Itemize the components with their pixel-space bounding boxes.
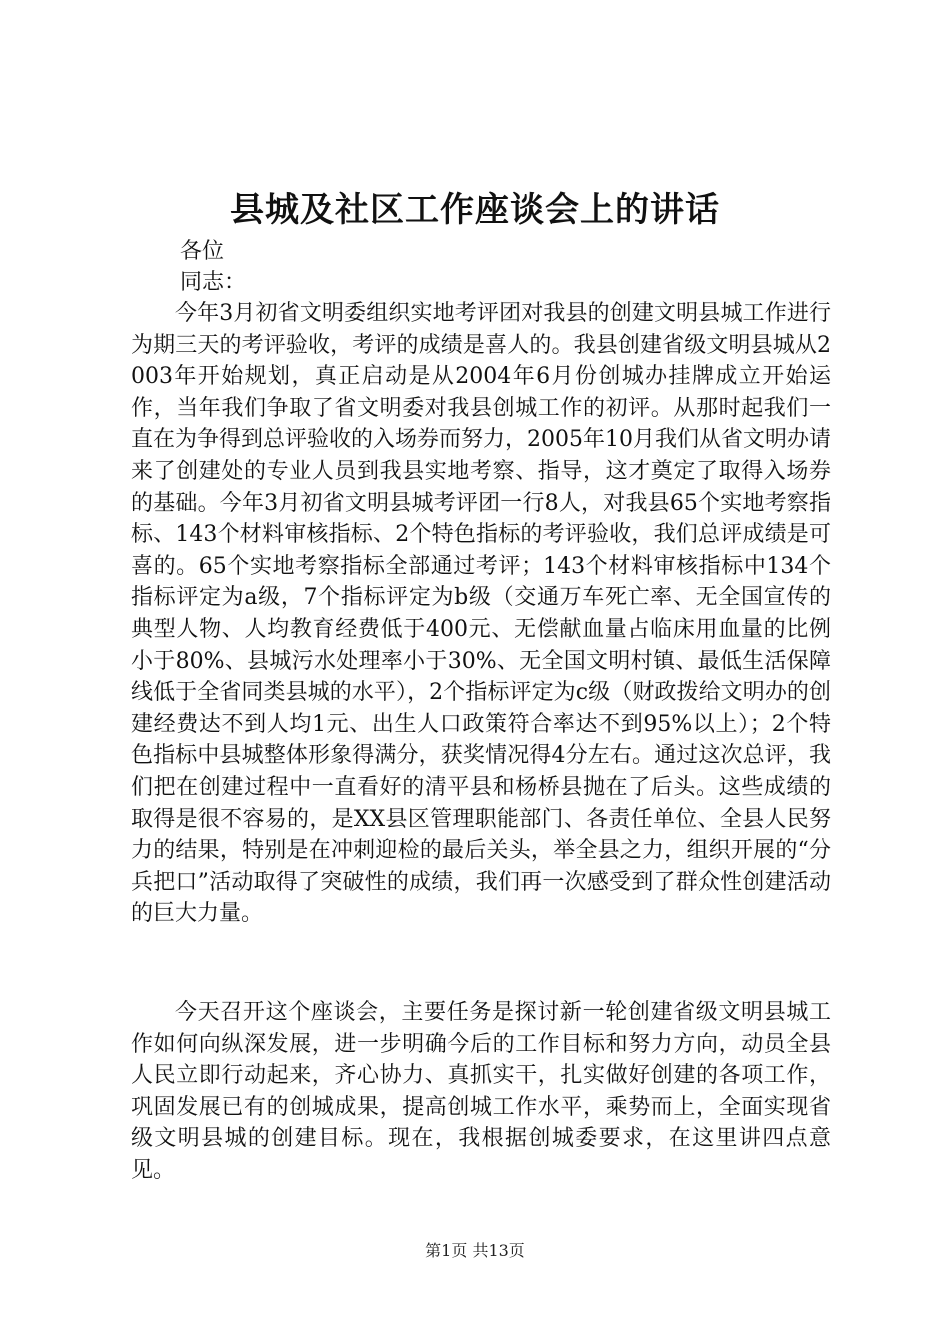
- body-paragraph-1: 今年3月初省文明委组织实地考评团对我县的创建文明县城工作进行为期三天的考评验收，考评的成绩是喜人的。我县创建省级文明县城从2003年开始规划，真正启动是从2004年6月份创城办挂牌成立开始运作，当年我们争取了省文明委对我县创城工作的初评。从那时起我们一直在为争得到总评验收的入场券而努力，2005年10月我们从省文明办请来了创建处的专业人员到我县实地考察、指导，这才奠定了取得入场券的基础。今年3月初省文明县城考评团一行8人，对我县65个实地考察指标、143个材料审核指标、2个特色指标的考评验收，我们总评成绩是可喜的。65个实地考察指标全部通过考评；143个材料审核指标中134个指标评定为a级，7个指标评定为b级（交通万车死亡率、无全国宣传的典型人物、人均教育经费低于400元、无偿献血量占临床用血量的比例小于80%、县城污水处理率小于30%、无全国文明村镇、最低生活保障线低于全省同类县城的水平），2个指标评定为c级（财政拨给文明办的创建经费达不到人均1元、出生人口政策符合率达不到95%以上）；2个特色指标中县城整体形象得满分，获奖情况得4分左右。通过这次总评，我们把在创建过程中一直看好的清平县和杨桥县抛在了后头。这些成绩的取得是很不容易的，是XX县区管理职能部门、各责任单位、全县人民努力的结果，特别是在冲刺迎检的最后关头，举全县之力，组织开展的“分兵把口”活动取得了突破性的成绩，我们再一次感受到了群众性创建活动的巨大力量。: [131, 301, 831, 927]
- salutation-line-2: 同志：: [180, 270, 247, 295]
- salutation-line-1: 各位: [180, 239, 225, 264]
- body-paragraph-2: 今天召开这个座谈会，主要任务是探讨新一轮创建省级文明县城工作如何向纵深发展，进一步明确今后的工作目标和努力方向，动员全县人民立即行动起来，齐心协力、真抓实干，扎实做好创建的各项工作，巩固发展已有的创城成果，提高创城工作水平，乘势而上，全面实现省级文明县城的创建目标。现在，我根据创城委要求，在这里讲四点意见。: [131, 1000, 831, 1183]
- document-title: 县城及社区工作座谈会上的讲话: [230, 190, 720, 230]
- page-indicator: 第1页 共13页: [425, 1241, 525, 1260]
